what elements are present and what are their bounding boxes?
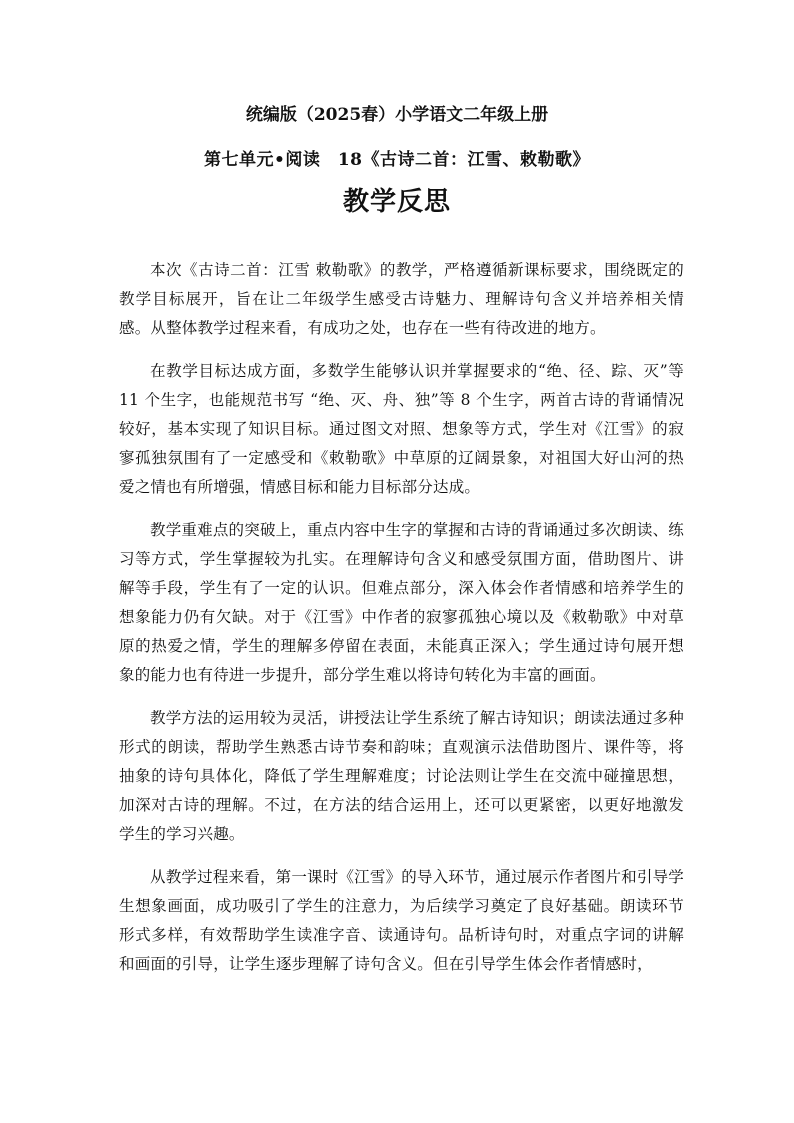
paragraph-process: 从教学过程来看，第一课时《江雪》的导入环节，通过展示作者图片和引导学生想象画面，成功吸引了学生的注意力，为后续学习奠定了良好基础。朗读环节形式多样，有效帮助学生读准字音、读通诗句。品析诗句时，对重点字词的讲解和画面的引导，让学生逐步理解了诗句含义。但在引导学生体会作者情感时， — [119, 868, 684, 973]
paragraph-intro: 本次《古诗二首：江雪 敕勒歌》的教学，严格遵循新课标要求，围绕既定的教学目标展开，旨在让二年级学生感受古诗魅力、理解诗句含义并培养相关情感。从整体教学过程来看，有成功之处，也存在一些有待改进的地方。 — [119, 261, 684, 337]
paragraph-goals: 在教学目标达成方面，多数学生能够认识并掌握要求的“绝、径、踪、灭”等 11 个生字，也能规范书写 “绝、灭、舟、独”等 8 个生字，两首古诗的背诵情况较好，基本实现了知识目标。通过图文对照、想象等方式，学生对《江雪》的寂寥孤独氛围有了一定感受和《敕勒歌》中草原的辽阔景象，对祖国大好山河的热爱之情也有所增强，情感目标和能力目标部分达成。 — [119, 362, 684, 496]
document-subtitle-textbook: 统编版（2025春）小学语文二年级上册 — [245, 105, 549, 125]
document-subtitle-lesson: 第七单元•阅读 18《古诗二首：江雪、敕勒歌》 — [203, 150, 591, 170]
document-title: 教学反思 — [342, 187, 451, 217]
document-body — [119, 256, 684, 993]
paragraph-key-points: 教学重难点的突破上，重点内容中生字的掌握和古诗的背诵通过多次朗读、练习等方式，学生掌握较为扎实。在理解诗句含义和感受氛围方面，借助图片、讲解等手段，学生有了一定的认识。但难点部分，深入体会作者情感和培养学生的想象能力仍有欠缺。对于《江雪》中作者的寂寥孤独心境以及《敕勒歌》中对草原的热爱之情，学生的理解多停留在表面，未能真正深入；学生通过诗句展开想象的能力也有待进一步提升，部分学生难以将诗句转化为丰富的画面。 — [119, 521, 684, 684]
paragraph-methods: 教学方法的运用较为灵活，讲授法让学生系统了解古诗知识；朗读法通过多种形式的朗读，帮助学生熟悉古诗节奏和韵味；直观演示法借助图片、课件等，将抽象的诗句具体化，降低了学生理解难度；讨论法则让学生在交流中碰撞思想，加深对古诗的理解。不过，在方法的结合运用上，还可以更紧密，以更好地激发学生的学习兴趣。 — [119, 709, 684, 843]
